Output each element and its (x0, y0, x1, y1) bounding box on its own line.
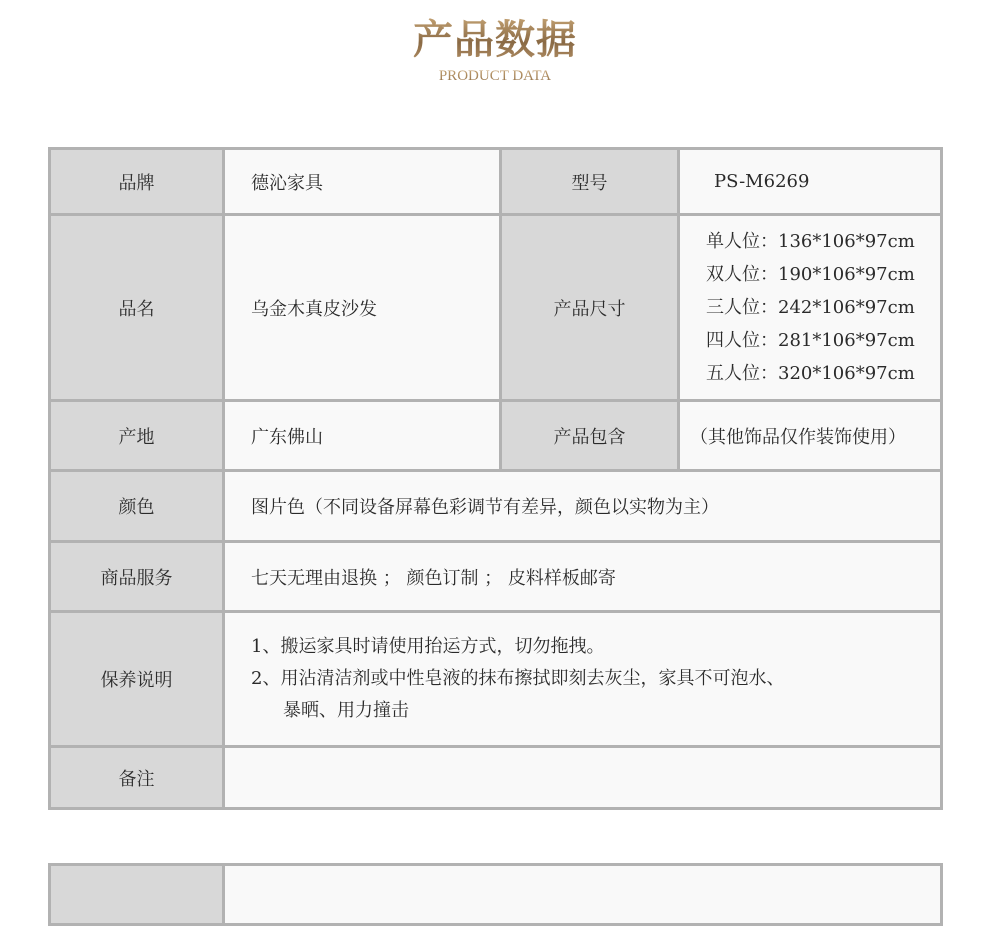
page-header (0, 14, 990, 85)
color-value: 图片色（不同设备屏幕色彩调节有差异，颜色以实物为主） (224, 471, 942, 542)
care-label: 保养说明 (50, 612, 224, 747)
care-value (224, 612, 942, 747)
brand-label: 品牌 (50, 149, 224, 215)
table-row (50, 865, 942, 925)
includes-label: 产品包含 (501, 401, 679, 471)
table-row (50, 401, 942, 471)
table-row (50, 471, 942, 542)
remarks-value (224, 747, 942, 809)
product-name-value: 乌金木真皮沙发 (224, 215, 501, 401)
size-label: 产品尺寸 (501, 215, 679, 401)
table-row (50, 612, 942, 747)
size-line: 三人位：242*106*97cm (706, 297, 915, 318)
care-line: 暴晒、用力撞击 (283, 700, 409, 721)
page-subtitle: PRODUCT DATA (0, 68, 990, 85)
includes-value: （其他饰品仅作装饰使用） (679, 401, 942, 471)
second-table-partial (48, 863, 943, 926)
brand-value: 德沁家具 (224, 149, 501, 215)
size-value (679, 215, 942, 401)
care-line: 2、用沾清洁剂或中性皂液的抹布擦拭即刻去灰尘，家具不可泡水、 (251, 668, 785, 689)
service-label: 商品服务 (50, 542, 224, 612)
second-table-label-cell (50, 865, 224, 925)
product-data-table (48, 147, 943, 810)
table-row (50, 215, 942, 401)
model-value: PS-M6269 (679, 149, 942, 215)
service-value: 七天无理由退换 ； 颜色订制 ； 皮料样板邮寄 (224, 542, 942, 612)
table-row (50, 149, 942, 215)
remarks-label: 备注 (50, 747, 224, 809)
origin-label: 产地 (50, 401, 224, 471)
size-line: 五人位：320*106*97cm (706, 363, 915, 384)
page-title: 产品数据 (0, 14, 990, 66)
table-row (50, 542, 942, 612)
table-row (50, 747, 942, 809)
size-line: 四人位：281*106*97cm (706, 330, 915, 351)
model-label: 型号 (501, 149, 679, 215)
care-line: 1、搬运家具时请使用抬运方式，切勿拖拽。 (251, 636, 605, 657)
size-line: 单人位：136*106*97cm (706, 231, 915, 252)
size-line: 双人位：190*106*97cm (706, 264, 915, 285)
color-label: 颜色 (50, 471, 224, 542)
second-table-value-cell (224, 865, 942, 925)
origin-value: 广东佛山 (224, 401, 501, 471)
product-name-label: 品名 (50, 215, 224, 401)
